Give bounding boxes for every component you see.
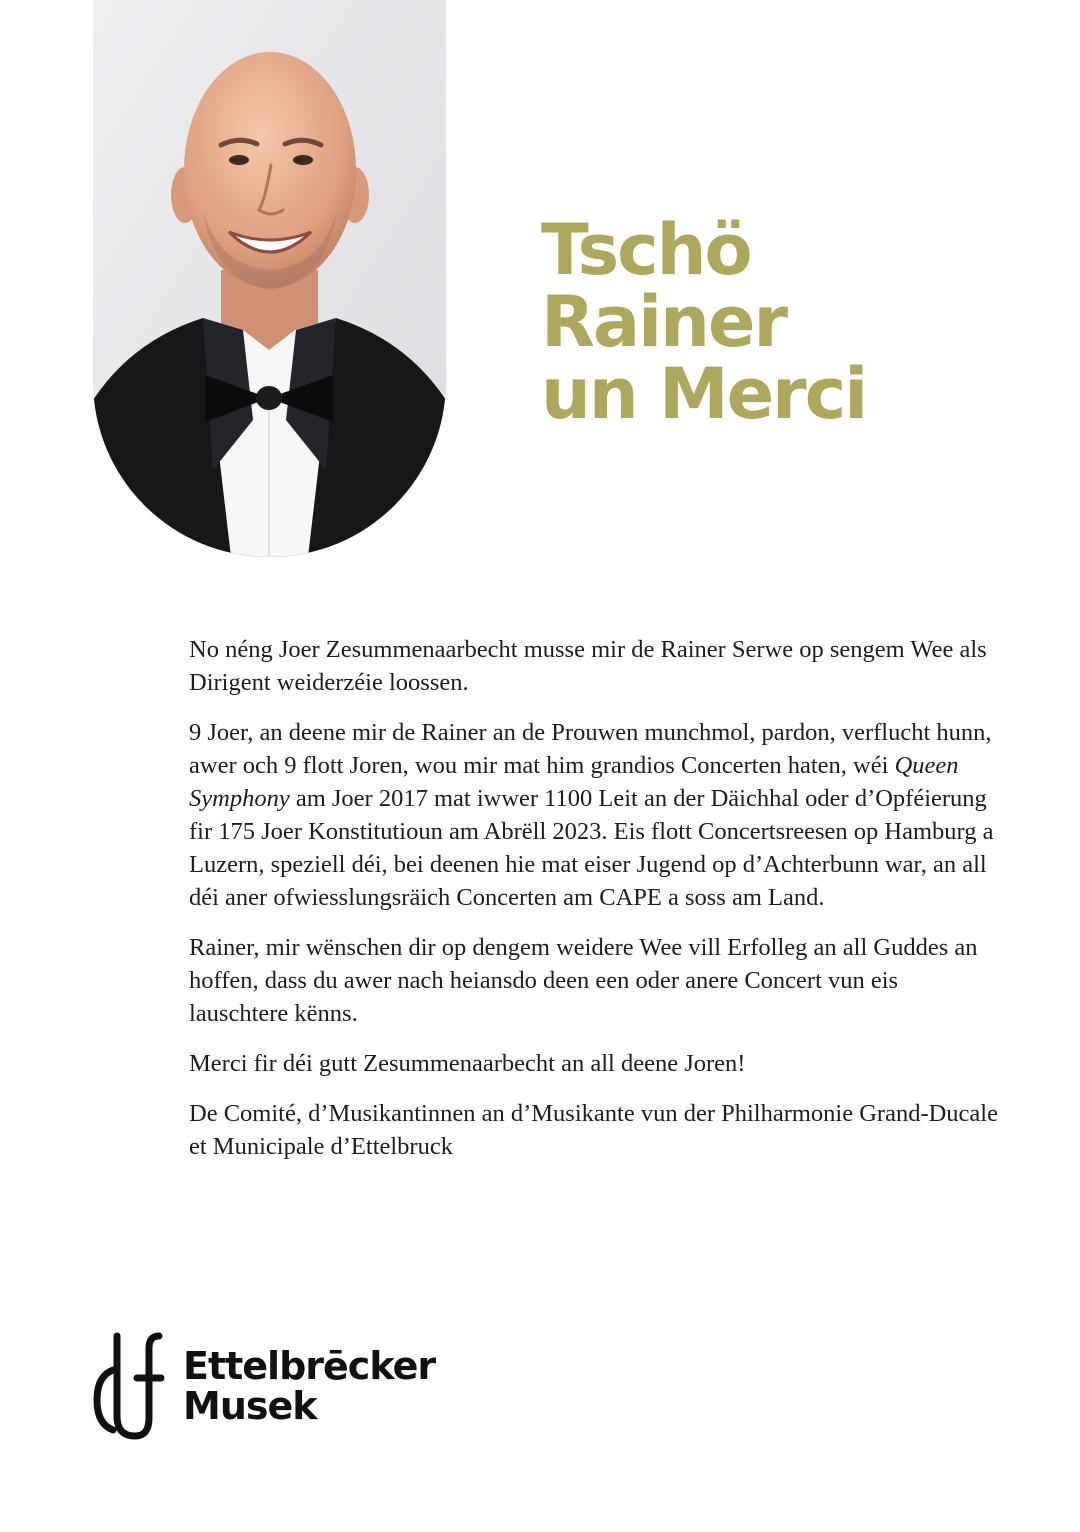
headline-line-1: Tschö xyxy=(541,209,751,291)
paragraph-1: No néng Joer Zesummenaarbecht musse mir de Rainer Serwe op sengem Wee als Dirigent weiderzéie loossen. xyxy=(189,636,987,696)
portrait-photo xyxy=(93,0,446,557)
logo-wordmark xyxy=(183,1346,435,1426)
ettelbrecker-musek-logo-icon xyxy=(93,1328,168,1440)
person-photo-icon xyxy=(93,0,446,557)
headline-line-2: Rainer xyxy=(541,281,786,363)
logo-line-1: Ettelbrēcker xyxy=(183,1344,436,1388)
headline xyxy=(541,209,867,435)
logo-line-2: Musek xyxy=(183,1384,317,1428)
headline-line-3: un Merci xyxy=(541,353,867,435)
paragraph-2-text-b: am Joer 2017 mat iwwer 1100 Leit an der Däichhal oder d’Opféierung fir 175 Joer Konstitutioun am Abrëll 2023. Eis flott Concertsreesen op Hamburg a Luzern, speziell déi, bei deenen hie mat eiser Jugend op d’Achterbunn war, an all déi aner ofwiesslungsräich Concerten am CAPE a soss am Land. xyxy=(189,785,994,911)
paragraph-3: Rainer, mir wënschen dir op dengem weidere Wee vill Erfolleg an all Guddes an hoffen, dass du awer nach heiansdo deen een oder anere Concert vun eis lauschtere kënns. xyxy=(189,934,978,1027)
logo xyxy=(93,1328,453,1440)
paragraph-2 xyxy=(189,716,999,914)
paragraph-2-text-a: 9 Joer, an deene mir de Rainer an de Prouwen munchmol, pardon, verflucht hunn, awer och 9 flott Joren, wou mir mat him grandios Concerten haten, wéi xyxy=(189,719,992,779)
paragraph-2-italic: Queen Symphony xyxy=(189,752,959,812)
signature: De Comité, d’Musikantinnen an d’Musikante vun der Philharmonie Grand-Ducale et Municipale d’Ettelbruck xyxy=(189,1100,998,1160)
paragraph-4: Merci fir déi gutt Zesummenaarbecht an all deene Joren! xyxy=(189,1050,746,1077)
letter-body xyxy=(189,633,999,1180)
